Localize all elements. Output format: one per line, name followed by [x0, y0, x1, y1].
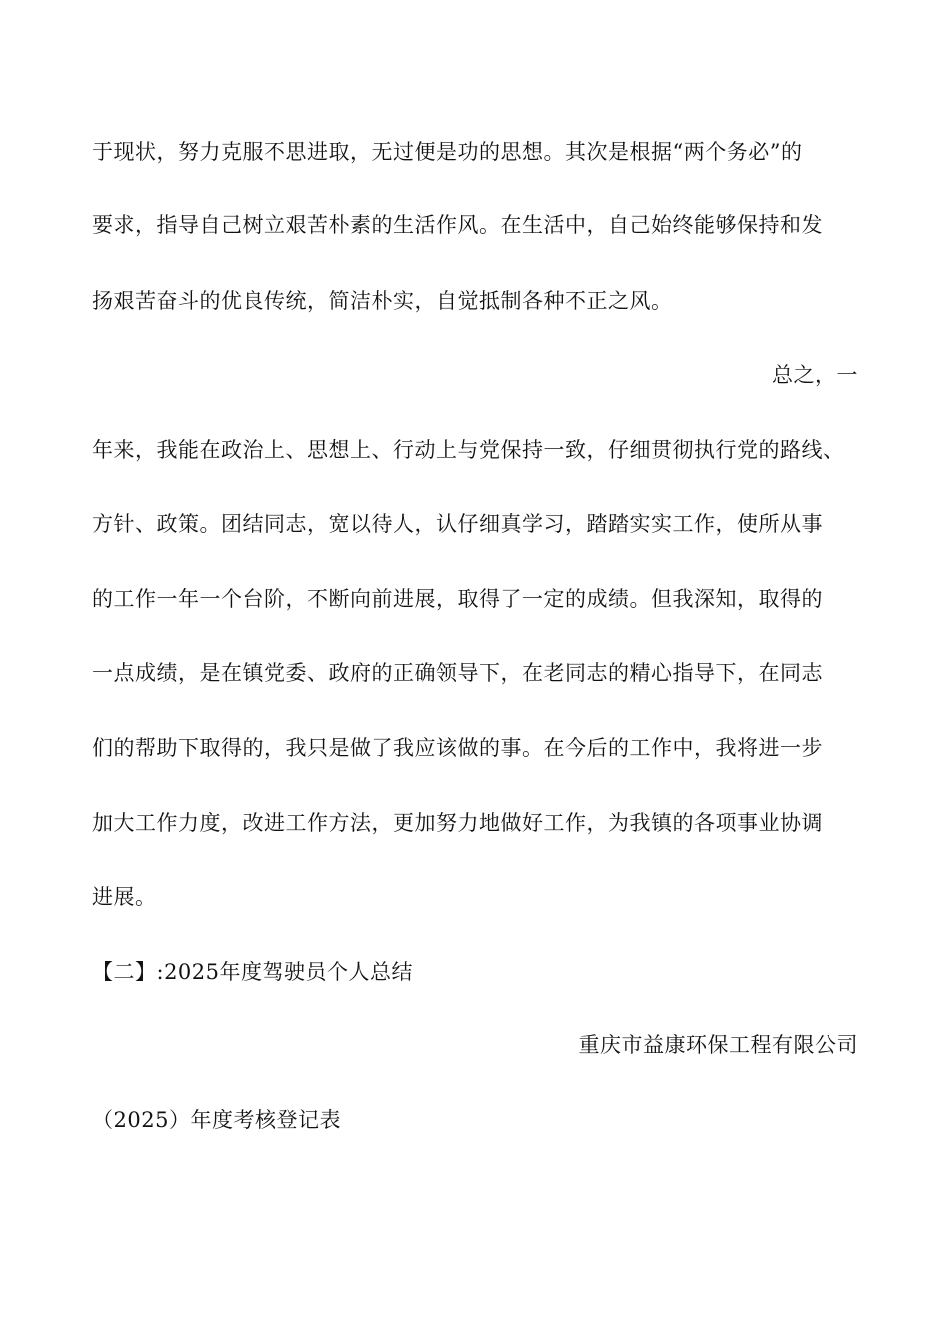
paragraph-line: 们的帮助下取得的，我只是做了我应该做的事。在今后的工作中，我将进一步	[92, 736, 823, 760]
form-title: （2025）年度考核登记表	[92, 1108, 341, 1132]
paragraph-line: 加大工作力度，改进工作方法，更加努力地做好工作，为我镇的各项事业协调	[92, 811, 823, 835]
paragraph-line: 扬艰苦奋斗的优良传统，简洁朴实，自觉抵制各种不正之风。	[92, 289, 673, 313]
paragraph-line: 进展。	[92, 885, 157, 909]
paragraph-line-right: 总之，一	[772, 363, 858, 387]
company-name: 重庆市益康环保工程有限公司	[578, 1033, 858, 1057]
paragraph-line: 一点成绩，是在镇党委、政府的正确领导下，在老同志的精心指导下，在同志	[92, 661, 823, 685]
paragraph-line: 年来，我能在政治上、思想上、行动上与党保持一致，仔细贯彻执行党的路线、	[92, 438, 845, 462]
paragraph-line: 方针、政策。团结同志，宽以待人，认仔细真学习，踏踏实实工作，使所从事	[92, 512, 823, 536]
paragraph-line: 要求，指导自己树立艰苦朴素的生活作风。在生活中，自己始终能够保持和发	[92, 213, 823, 237]
paragraph-line: 的工作一年一个台阶，不断向前进展，取得了一定的成绩。但我深知，取得的	[92, 587, 823, 611]
section-heading: 【二】:2025年度驾驶员个人总结	[92, 960, 414, 984]
paragraph-line: 于现状，努力克服不思进取，无过便是功的思想。其次是根据“两个务必”的	[92, 140, 803, 164]
